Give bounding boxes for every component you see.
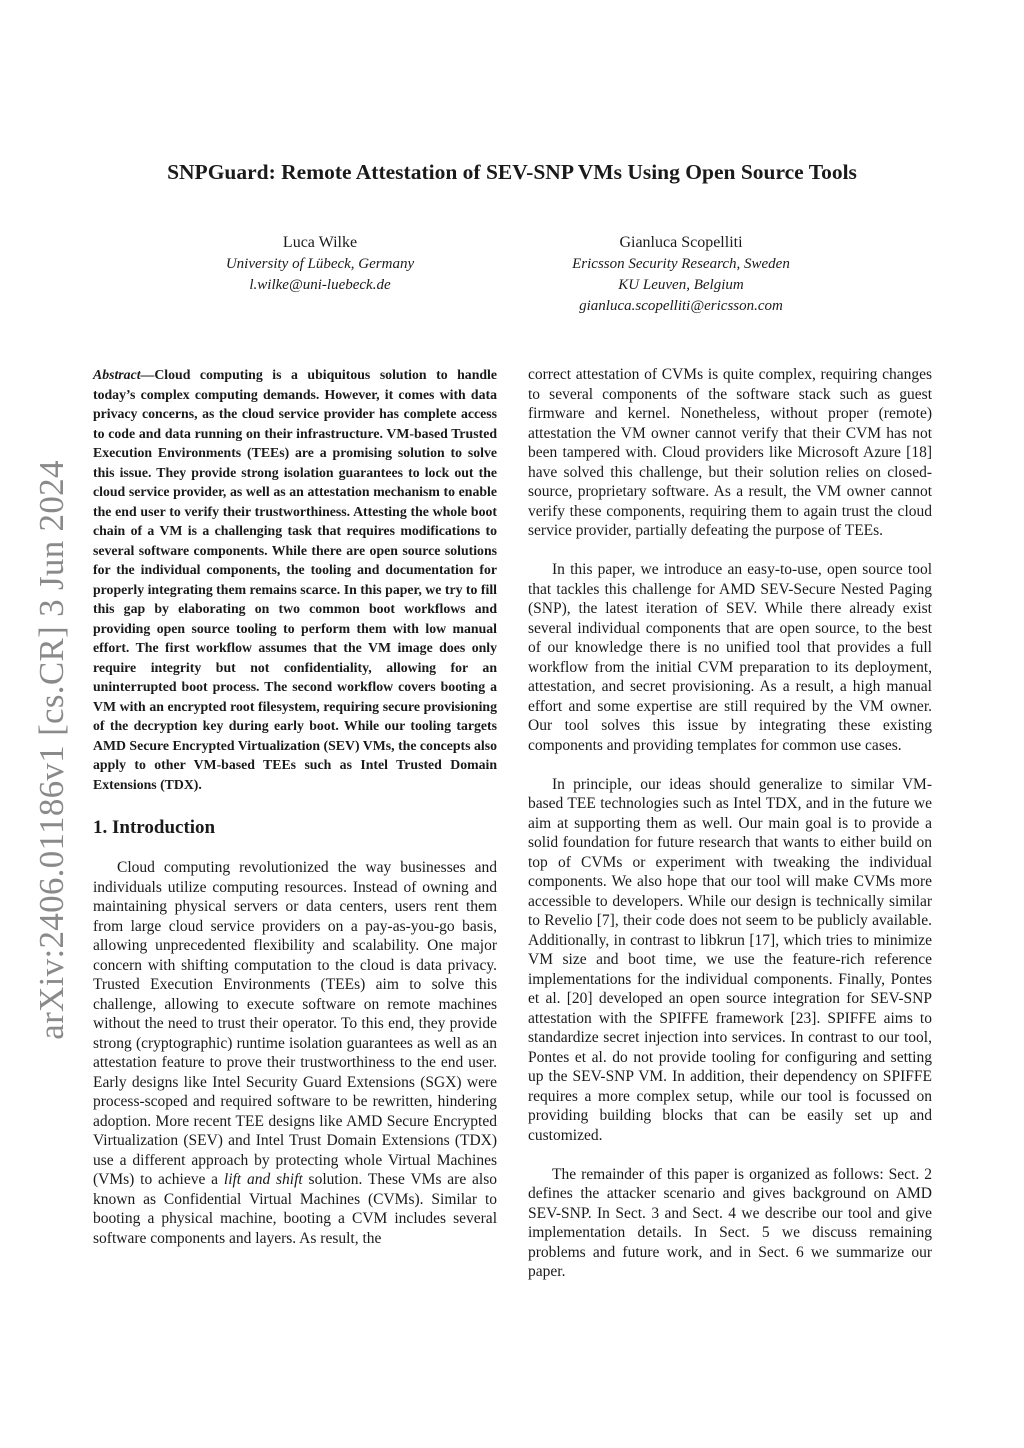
author-email: gianluca.scopelliti@ericsson.com [579, 298, 783, 314]
intro-emphasis: lift and shift [223, 1171, 303, 1188]
paragraph-gap [528, 755, 932, 775]
right-column [528, 365, 932, 1282]
author-email: l.wilke@uni-luebeck.de [249, 277, 391, 293]
body-paragraph-1: correct attestation of CVMs is quite complex, requiring changes to several components of the software stack such as guest firmware and kernel. Nonetheless, without proper (remote) attestation the VM owner cannot verify that their CVM has not been tampered with. Cloud providers like Microsoft Azure [18] have solved this challenge, but their solution relies on closed-source, proprietary software. As a result, the VM owner cannot verify these components, requiring them to again trust the cloud service provider, partially defeating the purpose of TEEs. [528, 366, 932, 539]
section-heading-introduction: 1. Introduction [93, 817, 216, 838]
paper-title: SNPGuard: Remote Attestation of SEV-SNP VMs Using Open Source Tools [167, 160, 857, 184]
author-affiliation: University of Lübeck, Germany [225, 256, 415, 272]
abstract-text: Cloud computing is a ubiquitous solution to handle today’s complex computing demands. However, it comes with data privacy concerns, as the cloud service provider has complete access to code and data running on their infrastructure. VM-based Trusted Execution Environments (TEEs) are a promising solution to solve this issue. They provide strong isolation guarantees to lock out the cloud service provider, as well as an attestation mechanism to enable the end user to verify their trustworthiness. Attesting the whole boot chain of a VM is a challenging task that requires modifications to several software components. While there are open source solutions for the individual components, the tooling and documentation for properly integrating them remains scarce. In this paper, we try to fill this gap by elaborating on two common boot workflows and providing open source tooling to perform them with low manual effort. The first workflow assumes that the VM image does only require integrity but not confidentiality, allowing for an uninterrupted boot process. The second workflow covers booting a VM with an encrypted root filesystem, requiring secure provisioning of the decryption key during early boot. While our tooling targets AMD Secure Encrypted Virtualization (SEV) VMs, the concepts also apply to other VM-based TEEs such as Intel Trusted Domain Extensions (TDX). [93, 367, 497, 792]
left-column [93, 365, 497, 1248]
abstract [93, 365, 497, 794]
paragraph-gap [528, 1145, 932, 1165]
intro-paragraph-1 [93, 858, 497, 1248]
body-paragraph-3: In principle, our ideas should generalize to similar VM-based TEE technologies such as Intel TDX, and in the future we aim at supporting them as well. Our main goal is to provide a solid foundation for future research that wants to either build on top of CVMs or experiment with tweaking the individual components. We also hope that our tool will make CVMs more accessible to developers. While our design is technically similar to Revelio [7], their code does not seem to be publicly available. Additionally, in contrast to libkrun [17], which tries to minimize VM size and boot time, we use the feature-rich reference implementations for the individual components. Finally, Pontes et al. [20] developed an open source integration for SEV-SNP attestation with the SPIFFE framework [23]. SPIFFE aims to standardize secret injection into services. In contrast to our tool, Pontes et al. do not provide tooling for configuring and setting up the SEV-SNP VM. In addition, their dependency on SPIFFE requires a more complex setup, while our tool is focussed on providing building blocks that can be easily set up and customized. [528, 775, 932, 1144]
paragraph-gap [528, 541, 932, 561]
author-affiliation: Ericsson Security Research, Sweden [572, 256, 790, 272]
body-paragraph-2: In this paper, we introduce an easy-to-use, open source tool that tackles this challenge for AMD SEV-Secure Nested Paging (SNP), the latest iteration of SEV. While there already exist several individual components that are open source, to the best of our knowledge there is no unified tool that provides a full workflow from the initial CVM preparation to its deployment, attestation, and secret provisioning. As a result, a high manual effort and some expertise are still required by the VM owner. Our tool solves this issue by integrating these existing components and providing templates for common use cases. [528, 561, 932, 754]
intro-text: Cloud computing revolutionized the way businesses and individuals utilize computing resources. Instead of owning and maintaining physical servers or data centers, users rent them from large cloud service providers on a pay-as-you-go basis, allowing unprecedented flexibility and scalability. One major concern with shifting computation to the cloud is data privacy. Trusted Execution Environments (TEEs) aim to solve this challenge, allowing to execute software on remote machines without the need to trust their operator. To this end, they provide strong (cryptographic) runtime isolation guarantees as well as an attestation feature to prove their trustworthiness to the end user. Early designs like Intel Security Guard Extensions (SGX) were process-scoped and required software to be rewritten, hindering adoption. More recent TEE designs like AMD Secure Encrypted Virtualization (SEV) and Intel Trust Domain Extensions (TDX) use a different approach by protecting whole Virtual Machines (VMs) to achieve a [93, 859, 497, 1188]
author-name: Gianluca Scopelliti [619, 234, 743, 251]
body-paragraph-4: The remainder of this paper is organized as follows: Sect. 2 defines the attacker scenario and gives background on AMD SEV-SNP. In Sect. 3 and Sect. 4 we describe our tool and give implementation details. In Sect. 5 we discuss remaining problems and future work, and in Sect. 6 we summarize our paper. [528, 1165, 932, 1280]
author-block-2 [511, 232, 851, 317]
author-block-1 [150, 232, 490, 296]
abstract-dash: — [140, 367, 155, 382]
author-name: Luca Wilke [282, 234, 358, 251]
arxiv-identifier: arXiv:2406.01186v1 [cs.CR] 3 Jun 2024 [32, 460, 71, 1040]
abstract-label: Abstract [93, 367, 141, 382]
author-affiliation: KU Leuven, Belgium [618, 277, 744, 293]
intro-text: solution. These VMs are also known as Confidential Virtual Machines (CVMs). Similar to booting a physical machine, booting a CVM includes several software components and layers. As result, the [93, 1171, 498, 1247]
